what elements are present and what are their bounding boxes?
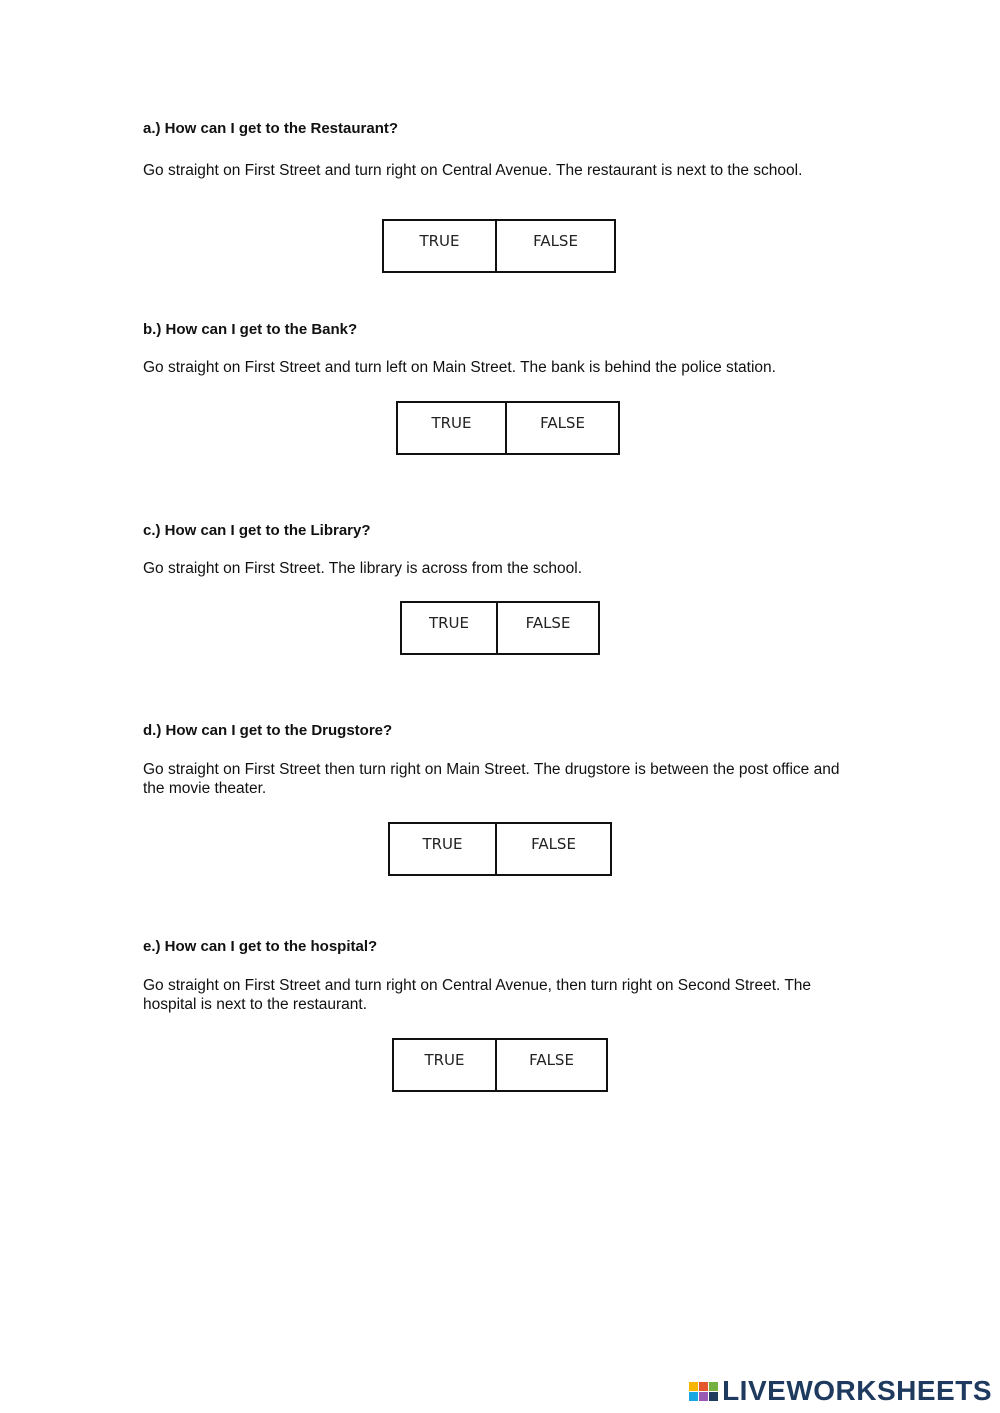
question-c-answer-box	[400, 601, 600, 655]
question-e-true-option[interactable]: TRUE	[394, 1040, 497, 1090]
question-e-false-option[interactable]: FALSE	[529, 1051, 574, 1069]
question-e-text: Go straight on First Street and turn right on Central Avenue, then turn right on Second Street. The hospital is next to the restaurant.	[143, 977, 812, 1013]
question-d-answer-box	[388, 822, 612, 876]
question-c-false-option[interactable]: FALSE	[525, 614, 571, 632]
question-b-true-option[interactable]: TRUE	[398, 403, 507, 453]
question-b-false-option[interactable]: FALSE	[540, 414, 585, 432]
question-a-title: a.) How can I get to the Restaurant?	[143, 120, 399, 137]
logo-square-icon	[709, 1392, 718, 1401]
question-d-true-option[interactable]: TRUE	[390, 824, 497, 874]
question-a-text: Go straight on First Street and turn right on Central Avenue. The restaurant is next to the school.	[143, 162, 803, 179]
logo-mark-icon	[689, 1382, 718, 1401]
question-c-true-option[interactable]: TRUE	[402, 603, 498, 653]
question-d-text: Go straight on First Street then turn right on Main Street. The drugstore is between the post office and the movie theater.	[143, 761, 840, 797]
question-b-answer-box	[396, 401, 620, 455]
question-b-title: b.) How can I get to the Bank?	[143, 321, 358, 338]
logo-square-icon	[689, 1392, 698, 1401]
question-d-false-option[interactable]: FALSE	[531, 835, 576, 853]
question-b-text: Go straight on First Street and turn left on Main Street. The bank is behind the police station.	[143, 359, 776, 376]
question-d-title: d.) How can I get to the Drugstore?	[143, 722, 393, 739]
question-a-false-option[interactable]: FALSE	[533, 232, 578, 250]
question-a-true-option[interactable]: TRUE	[384, 221, 497, 271]
logo-square-icon	[699, 1382, 708, 1391]
logo-square-icon	[709, 1382, 718, 1391]
question-c-text: Go straight on First Street. The library is across from the school.	[143, 560, 583, 577]
question-a-answer-box	[382, 219, 616, 273]
logo-square-icon	[689, 1382, 698, 1391]
logo-square-icon	[699, 1392, 708, 1401]
logo-text: LIVEWORKSHEETS	[722, 1375, 992, 1406]
question-c-title: c.) How can I get to the Library?	[143, 522, 371, 539]
liveworksheets-logo	[689, 1377, 992, 1405]
question-e-title: e.) How can I get to the hospital?	[143, 938, 378, 955]
question-e-answer-box	[392, 1038, 608, 1092]
